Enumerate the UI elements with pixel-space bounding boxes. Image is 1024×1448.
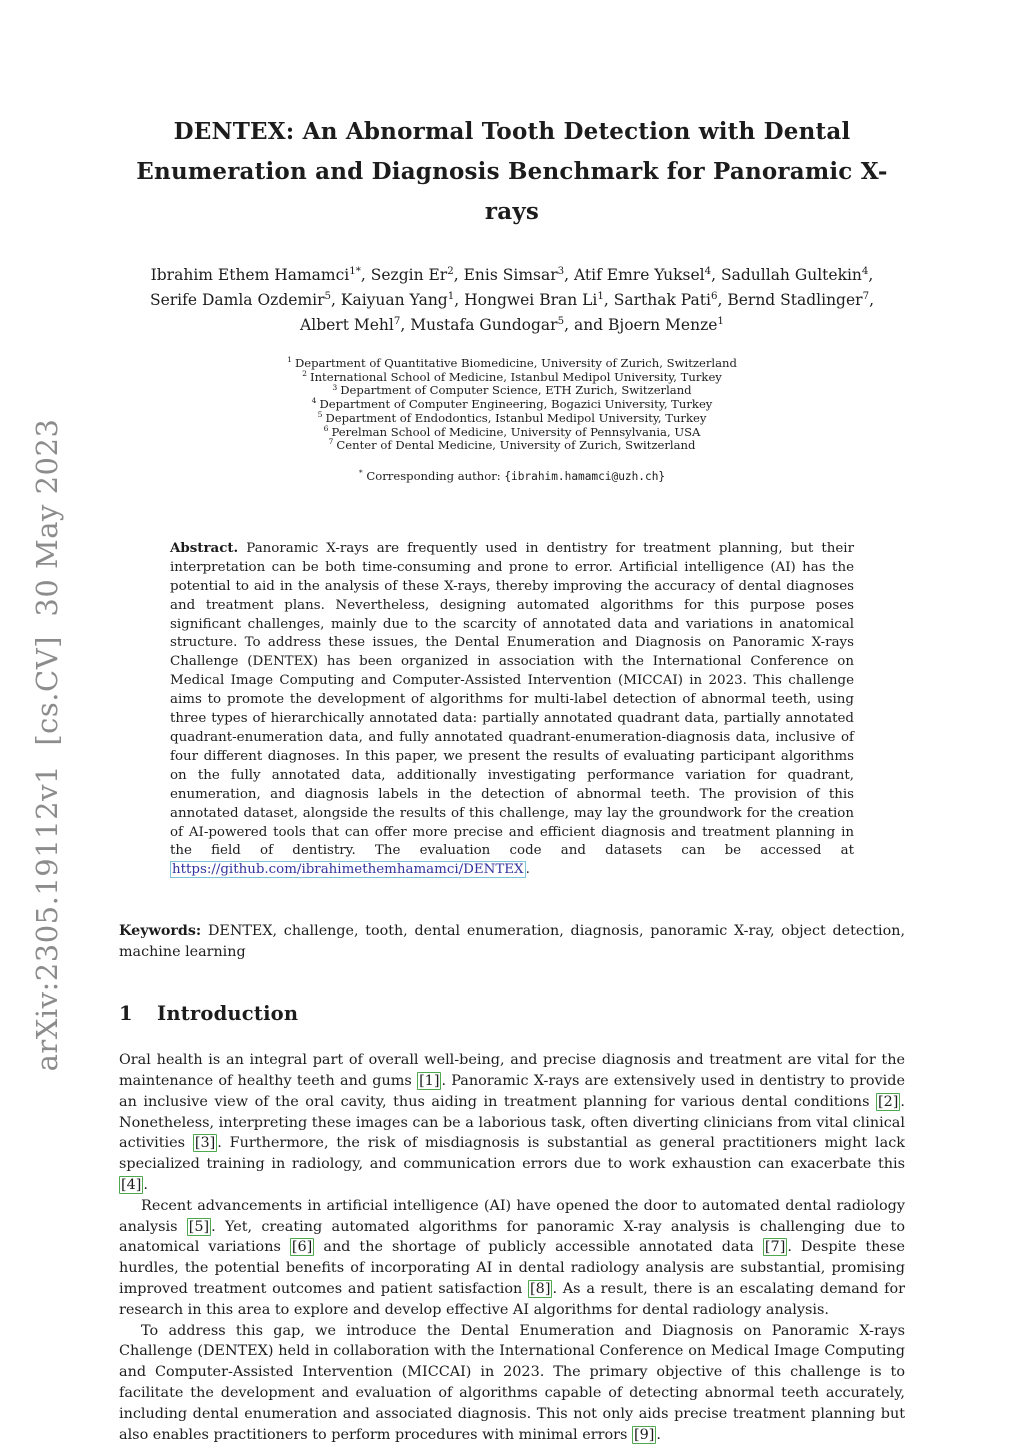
author-affiliation-sup: 2 <box>447 265 454 277</box>
affiliation: $^6$ Perelman School of Medicine, University of Pennsylvania, USA <box>323 423 701 439</box>
section-heading-introduction <box>119 1002 905 1025</box>
affiliation-sup: 3 <box>332 382 338 392</box>
author-name: Sadullah Gultekin$^4$ <box>721 265 869 284</box>
author-name: Sezgin Er$^2$ <box>370 265 454 284</box>
author-name: Albert Mehl$^7$ <box>300 315 401 334</box>
author-affiliation-sup: 1 <box>597 290 604 302</box>
author-name: Bjoern Menze$^1$ <box>608 315 724 334</box>
paper-content <box>119 0 905 1445</box>
paper-title <box>119 112 905 232</box>
affiliation: $^1$ Department of Quantitative Biomedicine, University of Zurich, Switzerland <box>287 355 737 370</box>
author-affiliation-sup: 1 <box>717 315 724 327</box>
author-name: Enis Simsar$^3$ <box>463 265 565 284</box>
citation-ref[interactable]: [1] <box>419 1073 440 1090</box>
corresponding-author-line: * Corresponding author: {ibrahim.hamamci@uzh.ch} <box>358 468 666 483</box>
intro-paragraph-3: To address this gap, we introduce the Dental Enumeration and Diagnosis on Panoramic X-rays Challenge (DENTEX) held in collaboration with the International Conference on Medical Image Computing and Computer-Assisted Intervention (MICCAI) in 2023. The primary objective of this challenge is to facilitate the development and evaluation of algorithms capable of detecting abnormal teeth accurately, including dental enumeration and associated diagnosis. This not only aids precise treatment planning but also enables practitioners to perform procedures with minimal errors [9] . <box>119 1322 905 1443</box>
intro-paragraph-1: Oral health is an integral part of overall well-being, and precise diagnosis and treatment are vital for the maintenance of healthy teeth and gums [1] . Panoramic X-rays are extensively used in dentistry to provide an inclusive view of the oral cavity, thus aiding in treatment planning for various dental conditions [2] . Nonetheless, interpreting these images can be a laborious task, often diverting clinicians from vital clinical activities [3] . Furthermore, the risk of misdiagnosis is substantial as general practitioners might lack specialized training in radiology, and communication errors due to work exhaustion can exacerbate this [4] . <box>119 1052 906 1194</box>
author-name: Mustafa Gundogar$^5$ <box>410 315 565 334</box>
author-affiliation-sup: 7 <box>393 315 401 327</box>
paper-title-line2: Enumeration and Diagnosis Benchmark for Panoramic X-rays <box>136 158 888 225</box>
author-name: Bernd Stadlinger$^7$ <box>727 290 870 309</box>
keywords: Keywords: DENTEX, challenge, tooth, dental enumeration, diagnosis, panoramic X-ray, object detection, machine learning <box>119 923 905 961</box>
paper-title-line1: DENTEX: An Abnormal Tooth Detection with Dental <box>173 118 851 145</box>
citation-ref[interactable]: [7] <box>764 1239 786 1256</box>
affiliation-sup: 6 <box>323 423 329 433</box>
citation-ref[interactable]: [9] <box>633 1426 655 1443</box>
author-name: Sarthak Pati$^6$ <box>613 290 718 309</box>
footnote-marker: * <box>358 468 363 478</box>
affiliation: $^5$ Department of Endodontics, Istanbul Medipol University, Turkey <box>317 409 707 425</box>
affiliation: $^3$ Department of Computer Science, ETH Zurich, Switzerland <box>332 382 692 398</box>
author-affiliation-sup: 3 <box>557 265 565 277</box>
author-affiliation-sup: 4 <box>861 265 869 277</box>
author-name: Hongwei Bran Li$^1$ <box>464 290 604 309</box>
bold-label: Abstract. <box>170 539 239 556</box>
affiliation-sup: 5 <box>317 409 323 419</box>
bold-label: Keywords: <box>119 923 202 940</box>
affiliation: $^2$ International School of Medicine, Istanbul Medipol University, Turkey <box>302 368 722 384</box>
arxiv-watermark: arXiv:2305.19112v1 [cs.CV] 30 May 2023 <box>30 418 64 1072</box>
author-affiliation-sup: 5 <box>557 315 565 327</box>
section-title: Introduction <box>157 1002 299 1026</box>
citation-ref[interactable]: [4] <box>121 1177 142 1194</box>
affiliation-sup: 4 <box>311 396 317 406</box>
citation-ref[interactable]: [6] <box>291 1239 313 1256</box>
section-number: 1 <box>119 1002 133 1026</box>
author-affiliation-sup: 6 <box>710 290 718 302</box>
abstract: Abstract. Panoramic X-rays are frequently used in dentistry for treatment planning, but their interpretation can be both time-consuming and prone to error. Artificial intelligence (AI) has the potential to aid in the analysis of these X-rays, thereby improving the accuracy of dental diagnoses and treatment plans. Nevertheless, designing automated algorithms for this purpose poses significant challenges, mainly due to the scarcity of annotated data and variations in anatomical structure. To address these issues, the Dental Enumeration and Diagnosis on Panoramic X-rays Challenge (DENTEX) has been organized in association with the International Conference on Medical Image Computing and Computer-Assisted Intervention (MICCAI) in 2023. This challenge aims to promote the development of algorithms for multi-label detection of abnormal teeth, using three types of hierarchically annotated data: partially annotated quadrant data, partially annotated quadrant-enumeration data, and fully annotated quadrant-enumeration-diagnosis data, inclusive of four different diagnoses. In this paper, we present the results of evaluating participant algorithms on the fully annotated data, additionally investigating performance variation for quadrant, enumeration, and diagnosis labels in the detection of abnormal teeth. The provision of this annotated dataset, alongside the results of this challenge, may lay the groundwork for the creation of AI-powered tools that can offer more precise and efficient diagnosis and treatment planning in the field of dentistry. The evaluation code and datasets can be accessed at https://github.com/ibrahimethemhamamci/DENTEX . <box>170 539 854 878</box>
author-name: Serife Damla Ozdemir$^5$ <box>149 290 332 309</box>
author-affiliation-sup: 7 <box>862 290 870 302</box>
affiliation-sup: 1 <box>287 355 292 365</box>
affiliation-list <box>119 357 905 453</box>
intro-paragraph-2: Recent advancements in artificial intelligence (AI) have opened the door to automated dental radiology analysis [5] . Yet, creating automated algorithms for panoramic X-ray analysis is challenging due to anatomical variations [6] and the shortage of publicly accessible annotated data [7] . Despite these hurdles, the potential benefits of incorporating AI in dental radiology analysis are substantial, promising improved treatment outcomes and patient satisfaction [8] . As a result, there is an escalating demand for research in this area to explore and develop effective AI algorithms for dental radiology analysis. <box>119 1197 906 1318</box>
affiliation: $^4$ Department of Computer Engineering, Bogazici University, Turkey <box>311 396 713 412</box>
citation-ref[interactable]: [8] <box>530 1281 551 1297</box>
affiliation-sup: 7 <box>328 437 334 447</box>
author-affiliation-sup: 4 <box>704 265 712 277</box>
corresponding-email: {ibrahim.hamamci@uzh.ch} <box>504 469 666 483</box>
author-affiliation-sup: 1* <box>349 265 361 277</box>
github-repo-link[interactable]: https://github.com/ibrahimethemhamamci/DENTEX <box>172 862 524 878</box>
author-affiliation-sup: 1 <box>447 290 455 302</box>
citation-ref[interactable]: [5] <box>188 1218 210 1235</box>
citation-ref[interactable]: [3] <box>194 1135 216 1152</box>
citation-ref[interactable]: [2] <box>878 1093 899 1110</box>
affiliation-sup: 2 <box>302 368 307 378</box>
author-name: Ibrahim Ethem Hamamci$^{1*}$ <box>150 265 361 284</box>
author-name: Kaiyuan Yang$^1$ <box>340 290 455 309</box>
author-name: Atif Emre Yuksel$^4$ <box>574 265 712 284</box>
author-affiliation-sup: 5 <box>324 290 332 302</box>
author-list: Ibrahim Ethem Hamamci$^{1*}$, Sezgin Er$^2$, Enis Simsar$^3$, Atif Emre Yuksel$^4$, Sadullah Gultekin$^4$, Serife Damla Ozdemir$^5$, Kaiyuan Yang$^1$, Hongwei Bran Li$^1$, Sarthak Pati$^6$, Bernd Stadlinger$^7$, Albert Mehl$^7$, Mustafa Gundogar$^5$, and Bjoern Menze$^1$ <box>149 265 875 334</box>
affiliation: $^7$ Center of Dental Medicine, University of Zurich, Switzerland <box>328 437 696 453</box>
